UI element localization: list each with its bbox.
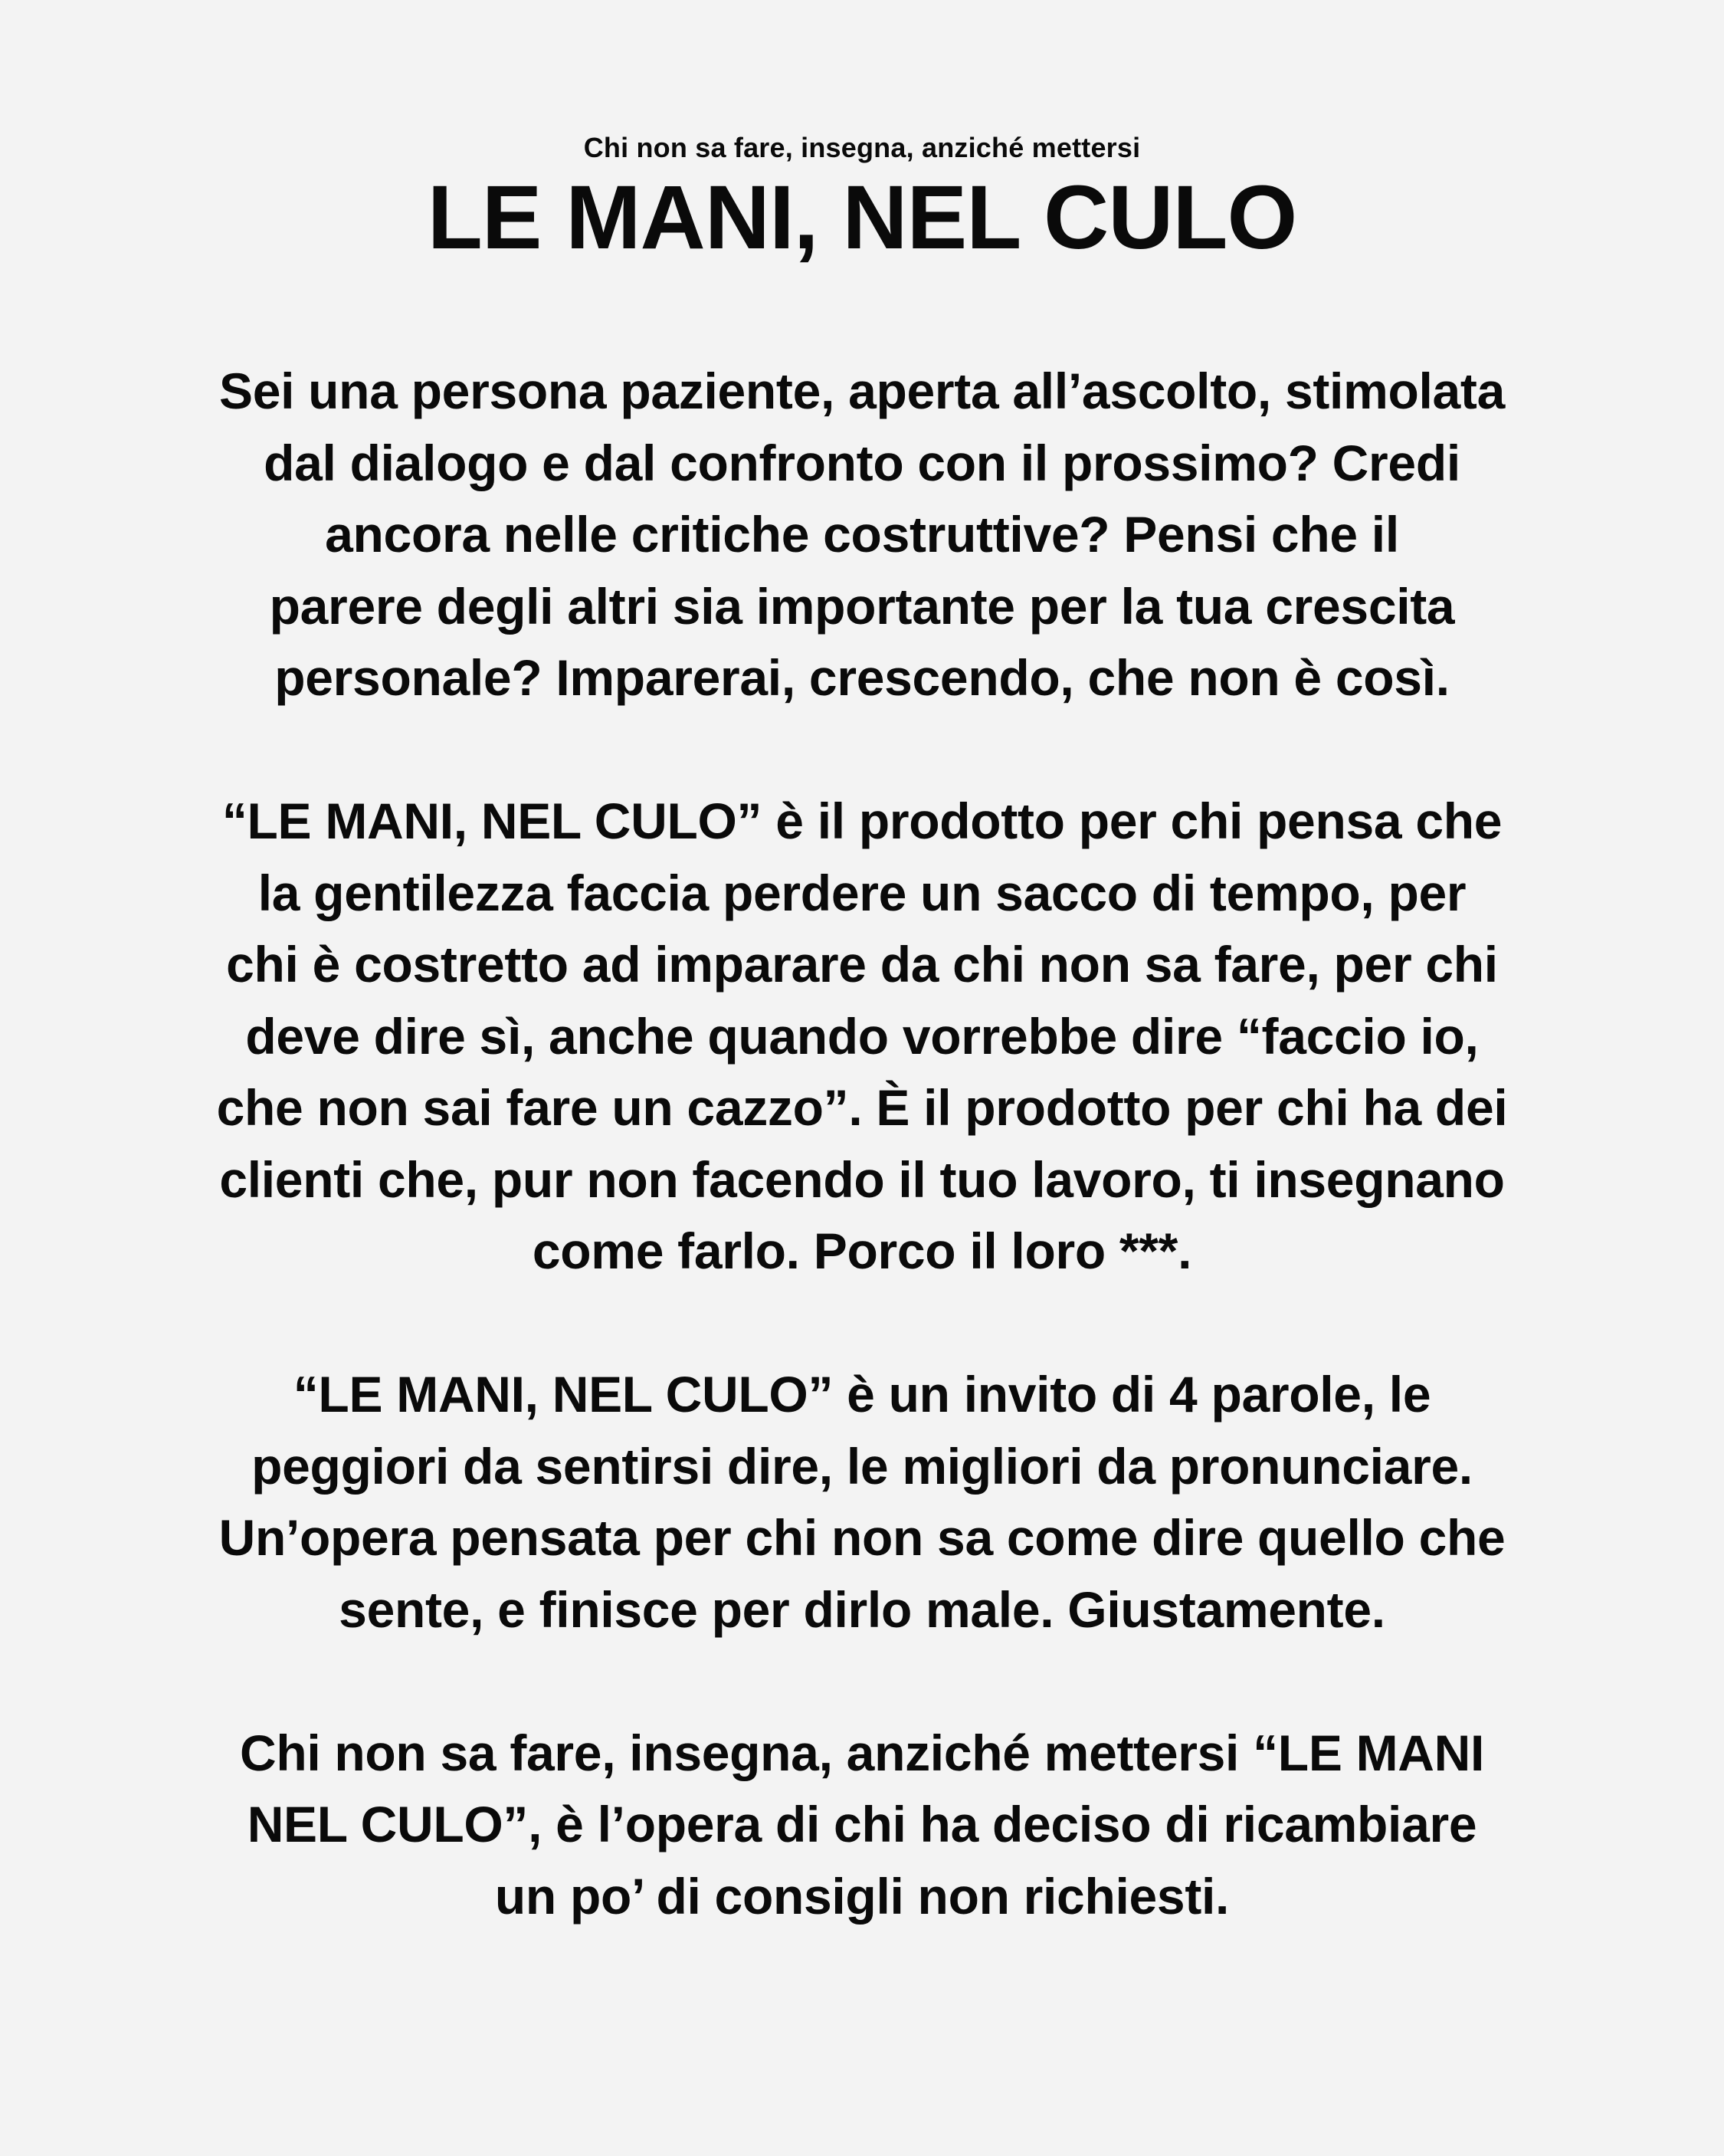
text-line: clienti che, pur non facendo il tuo lavoro, ti insegnano (219, 1150, 1505, 1208)
text-line: NEL CULO”, è l’opera di chi ha deciso di ricambiare (247, 1796, 1477, 1852)
text-line: un po’ di consigli non richiesti. (494, 1867, 1230, 1925)
text-line: deve dire sì, anche quando vorrebbe dire “faccio io, (245, 1007, 1479, 1065)
text-line: la gentilezza faccia perdere un sacco di tempo, per (257, 864, 1467, 921)
text-line: ancora nelle critiche costruttive? Pensi che il (325, 506, 1399, 563)
paragraph-2 (84, 786, 1640, 1288)
page-title: LE MANI, NEL CULO (427, 167, 1297, 268)
text-line: come farlo. Porco il loro ***. (532, 1222, 1192, 1279)
paragraph-3 (84, 1359, 1640, 1646)
text-line: Chi non sa fare, insegna, anziché mettersi “LE MANI (239, 1724, 1485, 1781)
paragraph-4 (84, 1718, 1640, 1933)
text-line: dal dialogo e dal confronto con il prossimo? Credi (264, 434, 1460, 491)
text-line: Un’opera pensata per chi non sa come dire quello che (218, 1509, 1506, 1566)
text-line: “LE MANI, NEL CULO” è un invito di 4 parole, le (293, 1366, 1431, 1423)
text-line: sente, e finisce per dirlo male. Giustamente. (339, 1580, 1385, 1638)
text-line: “LE MANI, NEL CULO” è il prodotto per chi pensa che (221, 793, 1503, 849)
body-text (84, 356, 1640, 1932)
text-line: che non sai fare un cazzo”. È il prodotto per chi ha dei (216, 1079, 1508, 1136)
text-line: parere degli altri sia importante per la tua crescita (269, 577, 1455, 635)
text-line: peggiori da sentirsi dire, le migliori da pronunciare. (251, 1437, 1473, 1495)
text-line: personale? Imparerai, crescendo, che non è così. (274, 649, 1450, 706)
kicker-text: Chi non sa fare, insegna, anziché mettersi (583, 132, 1141, 163)
text-line: Sei una persona paziente, aperta all’ascolto, stimolata (218, 363, 1506, 419)
text-line: chi è costretto ad imparare da chi non sa fare, per chi (226, 936, 1498, 993)
paragraph-1 (84, 356, 1640, 714)
